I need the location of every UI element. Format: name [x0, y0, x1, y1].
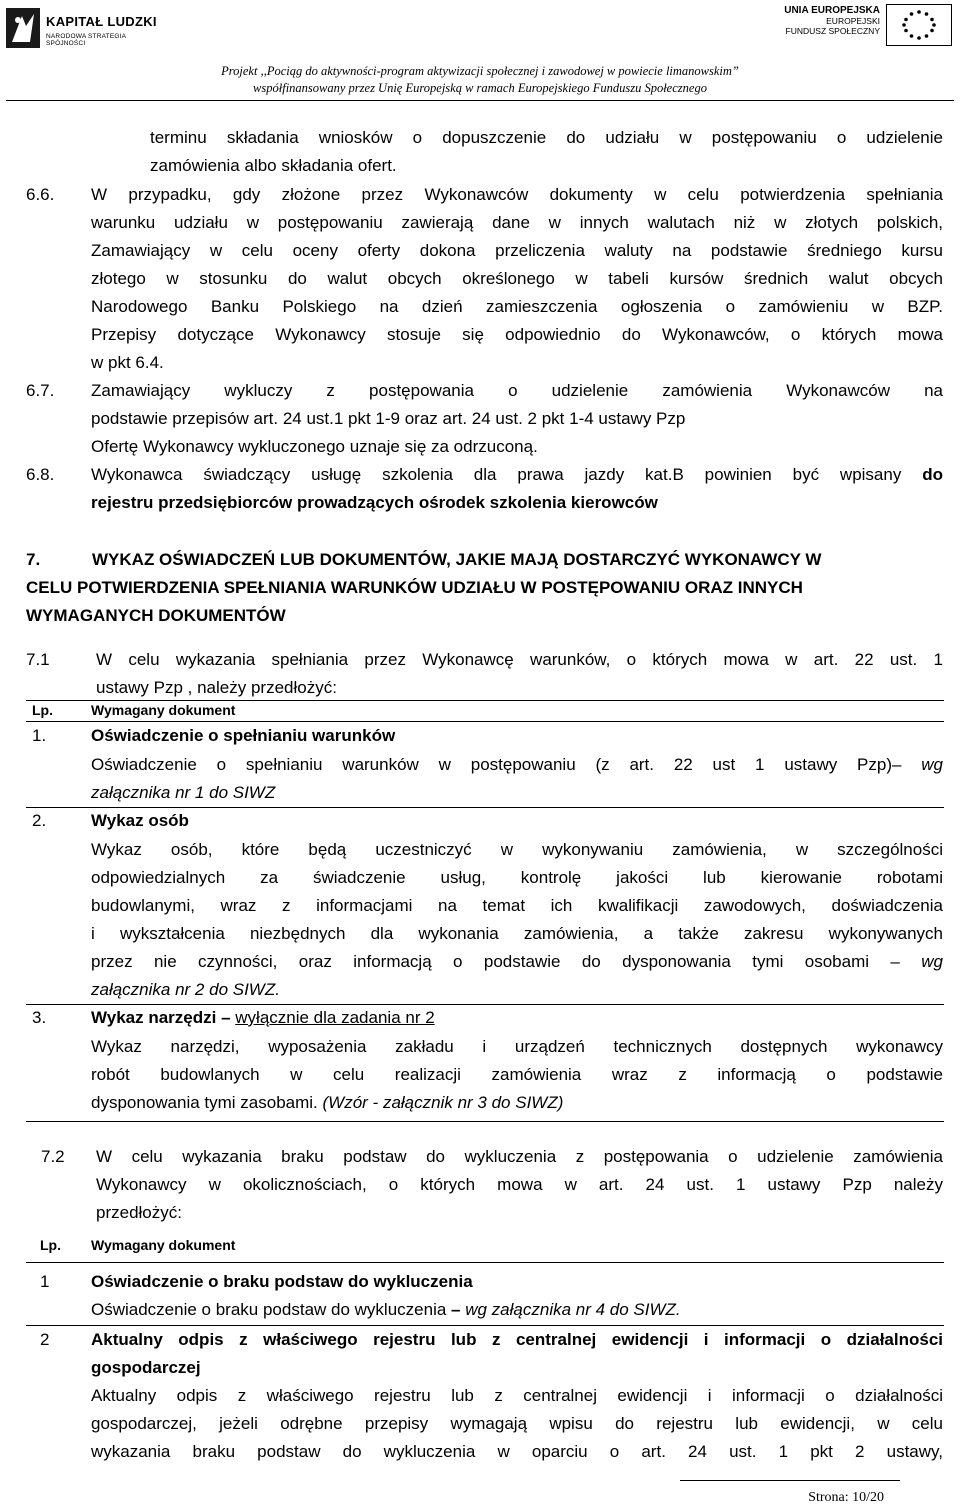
s66-line7: w pkt 6.4. — [91, 353, 164, 372]
t2-row1-desc — [91, 1296, 681, 1325]
intro-line2: zamówienia albo składania ofert. — [150, 156, 397, 175]
s71-line1: W celu wykazania spełniania przez Wykonawcę warunków, o których mowa w art. 22 ust. 1 — [96, 650, 943, 669]
section-7-heading-line3: WYMAGANYCH DOKUMENTÓW — [26, 606, 286, 625]
s66-line2: warunku udziału w postępowaniu zawierają dane w innych walutach niż w złotych polskich, — [91, 213, 943, 232]
s67-line3: Ofertę Wykonawcy wykluczonego uznaje się za odrzuconą. — [91, 437, 538, 456]
section-6-6-number: 6.6. — [26, 185, 55, 204]
t1-row1-desc-line2: załącznika nr 1 do SIWZ — [91, 783, 276, 802]
s66-line5: Narodowego Banku Polskiego na dzień zamieszczenia ogłoszenia o zamówieniu w BZP. — [91, 297, 943, 316]
t2-row2-line1: Aktualny odpis z właściwego rejestru lub z centralnej ewidencji i informacji o działalności — [91, 1386, 943, 1405]
table1-top-rule — [26, 700, 944, 701]
t1-row3-line2: robót budowlanych w celu realizacji zamówienia wraz z informacją o podstawie — [91, 1065, 943, 1084]
kapital-ludzki-logo — [6, 6, 166, 50]
t1-row2-line1: Wykaz osób, które będą uczestniczyć w wykonywaniu zamówienia, w szczególności — [91, 840, 943, 859]
section-6-7-number: 6.7. — [26, 381, 55, 400]
ue-line2: EUROPEJSKI — [826, 16, 880, 26]
project-line1: Projekt ,,Pociąg do aktywności-program aktywizacji społecznej i zawodowej w powiecie limanowskim” — [221, 64, 739, 78]
s72-line3: przedłożyć: — [96, 1203, 182, 1222]
section-7-number: 7. — [26, 550, 41, 569]
s71-line2: ustawy Pzp , należy przedłożyć: — [96, 678, 337, 697]
s66-line1: W przypadku, gdy złożone przez Wykonawców dokumenty w celu potwierdzenia spełniania — [91, 185, 943, 204]
t1-row1-title: Oświadczenie o spełnianiu warunków — [91, 726, 396, 745]
intro-line1: terminu składania wniosków o dopuszczenie do udziału w postępowaniu o udzielenie — [150, 128, 943, 147]
s67-line1: Zamawiający wykluczy z postępowania o udzielenie zamówienia Wykonawców na — [91, 381, 943, 400]
project-line2: współfinansowany przez Unię Europejską w ramach Europejskiego Funduszu Społecznego — [253, 81, 707, 95]
t2-row1-desc-text: Oświadczenie o braku podstaw do wykluczenia — [91, 1300, 452, 1319]
project-header — [0, 63, 960, 97]
header-divider — [6, 100, 954, 101]
table1-bottom-rule — [26, 1121, 944, 1122]
kapital-ludzki-emblem-icon — [6, 8, 40, 48]
t2-row1-desc-dash: – — [451, 1300, 461, 1319]
t1-row3-line1: Wykaz narzędzi, wyposażenia zakładu i urządzeń technicznych dostępnych wykonawcy — [91, 1037, 943, 1056]
eu-flag-icon — [886, 4, 952, 46]
t1-row1-desc-italic: wg — [921, 755, 943, 774]
t1-row2-line4: i wykształcenia niezbędnych dla wykonania zamówienia, a także zakresu wykonywanych — [91, 924, 943, 943]
section-7-1-number: 7.1 — [26, 650, 50, 669]
ue-line1: UNIA EUROPEJSKA — [784, 5, 880, 16]
table2-header-rule — [26, 1262, 944, 1263]
t2-row2-line2: gospodarczej, jeżeli odrębne przepisy wymagają wpisu do rejestru lub ewidencji, w celu — [91, 1414, 943, 1433]
s68-line1 — [91, 461, 943, 490]
t1-row2-lp: 2. — [32, 811, 47, 830]
s72-line1: W celu wykazania braku podstaw do wykluczenia z postępowania o udzielenie zamówienia — [96, 1147, 943, 1166]
t1-row3-title-bold: Wykaz narzędzi – — [91, 1008, 231, 1027]
t2-row2-title-line1: Aktualny odpis z właściwego rejestru lub z centralnej ewidencji i informacji o działalności — [91, 1330, 943, 1349]
t1-row3-title — [91, 1004, 435, 1033]
t1-row3-line3-italic: (Wzór - załącznik nr 3 do SIWZ) — [322, 1093, 564, 1112]
t1-row2-title: Wykaz osób — [91, 811, 189, 830]
t1-row2-line3: budowlanymi, wraz z informacjami na temat ich kwalifikacji zawodowych, doświadczenia — [91, 896, 943, 915]
s66-line4: złotego w stosunku do walut obcych określonego w tabeli kursów średnich walut obcych — [91, 269, 943, 288]
s7-line1: WYKAZ OŚWIADCZEŃ LUB DOKUMENTÓW, JAKIE MAJĄ DOSTARCZYĆ WYKONAWCY W — [92, 550, 822, 569]
t1-row3-line3-text: dysponowania tymi zasobami. — [91, 1093, 323, 1112]
table1-header-doc: Wymagany dokument — [91, 702, 236, 718]
t1-row3-line3 — [91, 1089, 563, 1118]
section-7-2-number: 7.2 — [41, 1147, 65, 1166]
t1-row1-desc-text: Oświadczenie o spełnianiu warunków w postępowaniu (z art. 22 ust 1 ustawy Pzp)– — [91, 755, 922, 774]
footer-divider — [680, 1480, 900, 1481]
table2-header-doc: Wymagany dokument — [91, 1237, 236, 1253]
section-7-heading-line2: CELU POTWIERDZENIA SPEŁNIANIA WARUNKÓW UDZIAŁU W POSTĘPOWANIU ORAZ INNYCH — [26, 578, 803, 597]
t1-row3-lp: 3. — [32, 1008, 47, 1027]
t2-row1-desc-italic: wg załącznika nr 4 do SIWZ. — [460, 1300, 681, 1319]
t1-row1-lp: 1. — [32, 726, 47, 745]
s72-line2: Wykonawcy w okolicznościach, o których mowa w art. 24 ust. 1 ustawy Pzp należy — [96, 1175, 943, 1194]
t1-row2-line5-italic: wg — [921, 952, 943, 971]
t2-row2-title-line2: gospodarczej — [91, 1358, 201, 1377]
t1-row2-line2: odpowiedzialnych za świadczenie usług, kontrolę jakości lub kierowanie robotami — [91, 868, 943, 887]
t1-row2-line5 — [91, 948, 943, 977]
t1-row2-line5-text: przez nie czynności, oraz informacją o podstawie do dysponowania tymi osobami – — [91, 952, 922, 971]
t1-row1-desc-line1 — [91, 751, 943, 780]
page-number: Strona: 10/20 — [808, 1490, 884, 1505]
t2-row1-title: Oświadczenie o braku podstaw do wykluczenia — [91, 1272, 473, 1291]
section-7-heading-line1 — [26, 546, 944, 575]
t1-row2-line6: załącznika nr 2 do SIWZ. — [91, 980, 280, 999]
s66-line3: Zamawiający w celu oceny oferty dokona przeliczenia waluty na podstawie średniego kursu — [91, 241, 943, 260]
kapital-ludzki-name: KAPITAŁ LUDZKI — [46, 14, 157, 29]
table2-header-lp: Lp. — [40, 1237, 61, 1253]
s68-line1-bold: do — [922, 465, 943, 484]
s68-line2: rejestru przedsiębiorców prowadzących ośrodek szkolenia kierowców — [91, 493, 658, 512]
kapital-ludzki-subtitle: NARODOWA STRATEGIA SPÓJNOŚCI — [46, 33, 126, 47]
s68-line1-text: Wykonawca świadczący usługę szkolenia dla prawa jazdy kat.B powinien być wpisany — [91, 465, 902, 484]
ue-line3: FUNDUSZ SPOŁECZNY — [785, 26, 880, 36]
table1-header-lp: Lp. — [32, 702, 53, 718]
s67-line2: podstawie przepisów art. 24 ust.1 pkt 1-9 oraz art. 24 ust. 2 pkt 1-4 ustawy Pzp — [91, 409, 686, 428]
ue-logo-text — [784, 6, 880, 36]
s66-line6: Przepisy dotyczące Wykonawcy stosuje się odpowiednio do Wykonawców, o których mowa — [91, 325, 943, 344]
ue-logo — [732, 4, 952, 54]
t2-row2-line3: wykazania braku podstaw do wykluczenia w oparciu o art. 24 ust. 1 pkt 2 ustawy, — [91, 1442, 943, 1461]
t2-row2-lp: 2 — [40, 1330, 50, 1349]
section-6-8-number: 6.8. — [26, 465, 55, 484]
t2-row1-lp: 1 — [40, 1272, 50, 1291]
t1-row3-title-underlined: wyłącznie dla zadania nr 2 — [235, 1008, 435, 1027]
